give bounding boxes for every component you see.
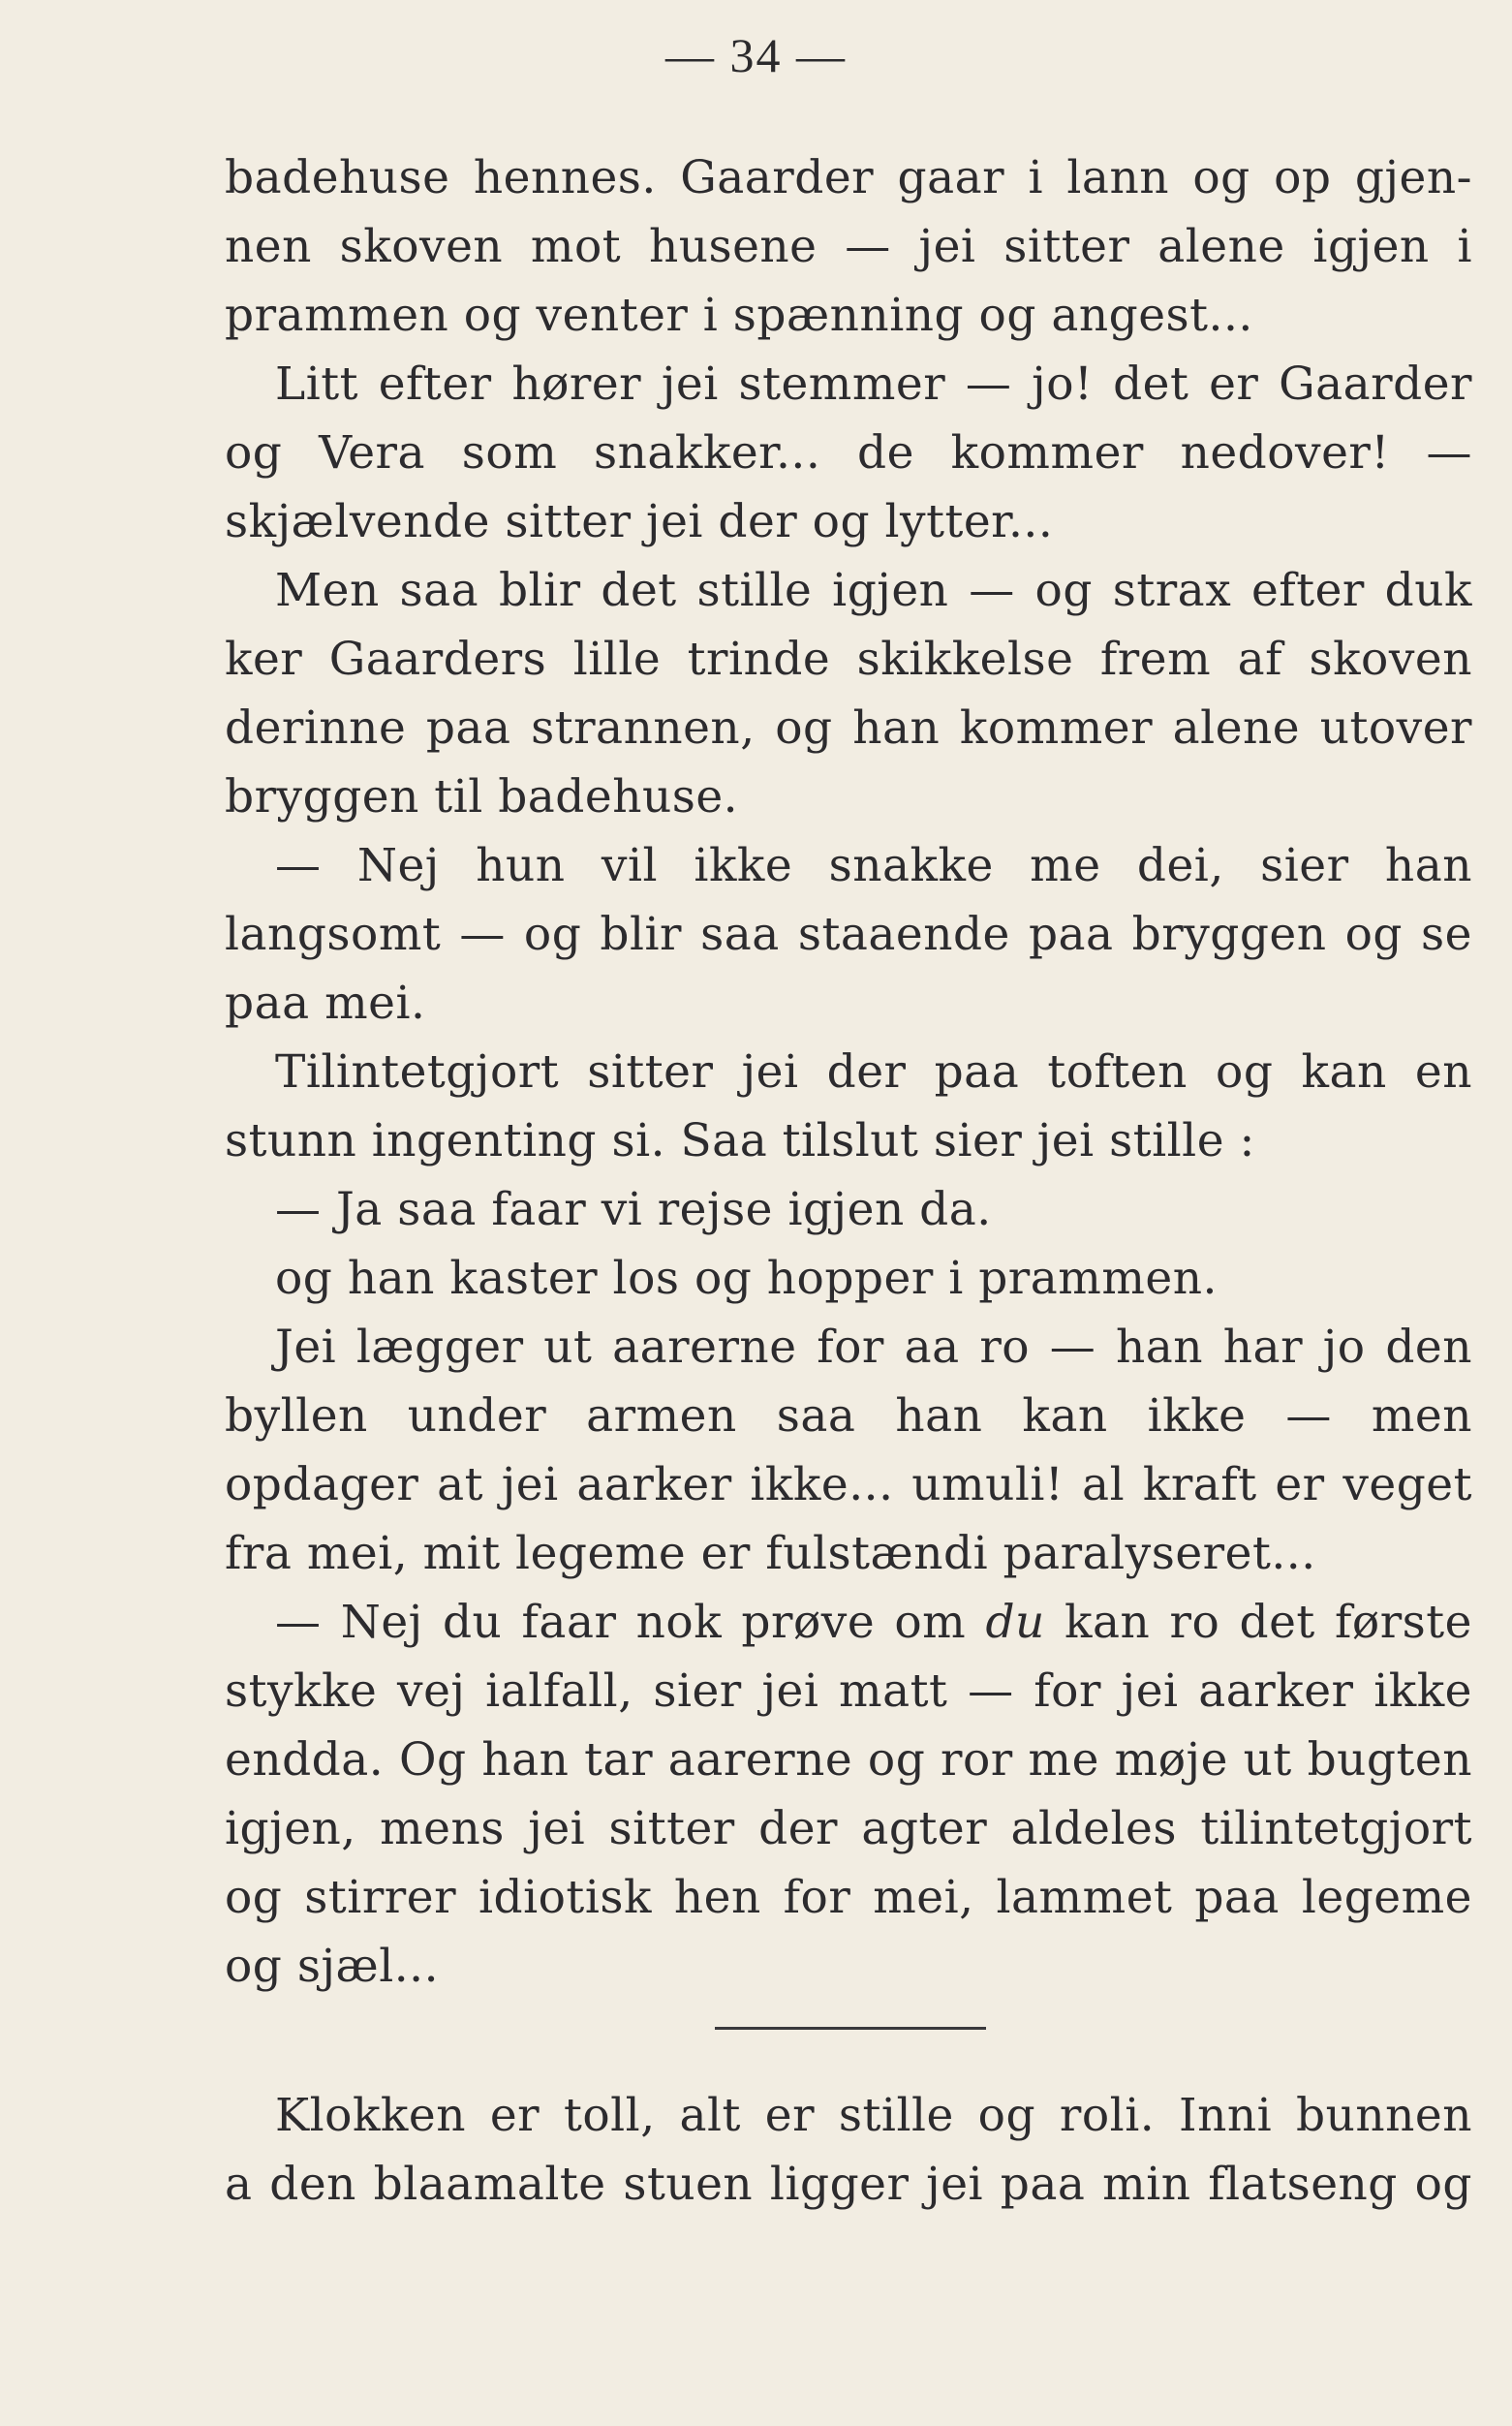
emphasized-word: du	[985, 1596, 1045, 1649]
text-line: og han kaster los og hopper i prammen.	[275, 1252, 1218, 1305]
paragraph-block-after-divider	[225, 2081, 1472, 2219]
text-line: a den blaamalte stuen ligger jei paa min flatseng og	[225, 2158, 1472, 2211]
text-line: endda. Og han tar aarerne og ror me møje ut bugten	[225, 1733, 1472, 1787]
text-line: nen skoven mot husene — jei sitter alene igjen i	[225, 220, 1472, 273]
text-line: — Ja saa faar vi rejse igjen da.	[275, 1183, 992, 1236]
text-line-part: — Nej du faar nok prøve om	[275, 1596, 986, 1649]
text-line: Jei lægger ut aarerne for aa ro — han har jo den	[275, 1321, 1472, 1374]
text-line: prammen og venter i spænning og angest...	[225, 289, 1253, 342]
text-line: Klokken er toll, alt er stille og roli. Inni bunnen	[275, 2089, 1472, 2142]
text-line: derinne paa strannen, og han kommer alene utover	[225, 701, 1472, 755]
text-line: fra mei, mit legeme er fulstændi paralyseret...	[225, 1527, 1316, 1580]
paragraph-block-main	[225, 143, 1472, 2001]
text-line-part: kan ro det første	[1044, 1596, 1472, 1649]
text-line: opdager at jei aarker ikke... umuli! al kraft er veget	[225, 1458, 1472, 1511]
text-line: byllen under armen saa han kan ikke — men	[225, 1389, 1472, 1443]
text-line: — Nej hun vil ikke snakke me dei, sier han	[275, 839, 1472, 892]
text-line: stykke vej ialfall, sier jei matt — for jei aarker ikke	[225, 1664, 1472, 1718]
text-line: badehuse hennes. Gaarder gaar i lann og op gjen-	[225, 151, 1472, 204]
text-line: paa mei.	[225, 977, 426, 1030]
section-divider	[715, 2027, 986, 2030]
text-line: skjælvende sitter jei der og lytter...	[225, 495, 1054, 548]
text-line: langsomt — og blir saa staaende paa bryggen og se	[225, 908, 1472, 961]
text-line: Tilintetgjort sitter jei der paa toften og kan en	[275, 1045, 1472, 1099]
text-line: og sjæl...	[225, 1940, 440, 1993]
text-line: Men saa blir det stille igjen — og strax efter duk	[275, 564, 1472, 617]
text-line	[225, 1588, 1472, 1657]
text-line: Litt efter hører jei stemmer — jo! det er Gaarder	[275, 358, 1472, 411]
text-line: igjen, mens jei sitter der agter aldeles tilintetgjort	[225, 1802, 1472, 1855]
text-line: og stirrer idiotisk hen for mei, lammet paa legeme	[225, 1871, 1472, 1924]
page-number: — 34 —	[665, 28, 847, 82]
text-line: ker Gaarders lille trinde skikkelse frem af skoven	[225, 633, 1472, 686]
text-line: stunn ingenting si. Saa tilslut sier jei stille :	[225, 1114, 1255, 1167]
text-line: bryggen til badehuse.	[225, 770, 739, 824]
text-line: og Vera som snakker... de kommer nedover! —	[225, 426, 1472, 480]
